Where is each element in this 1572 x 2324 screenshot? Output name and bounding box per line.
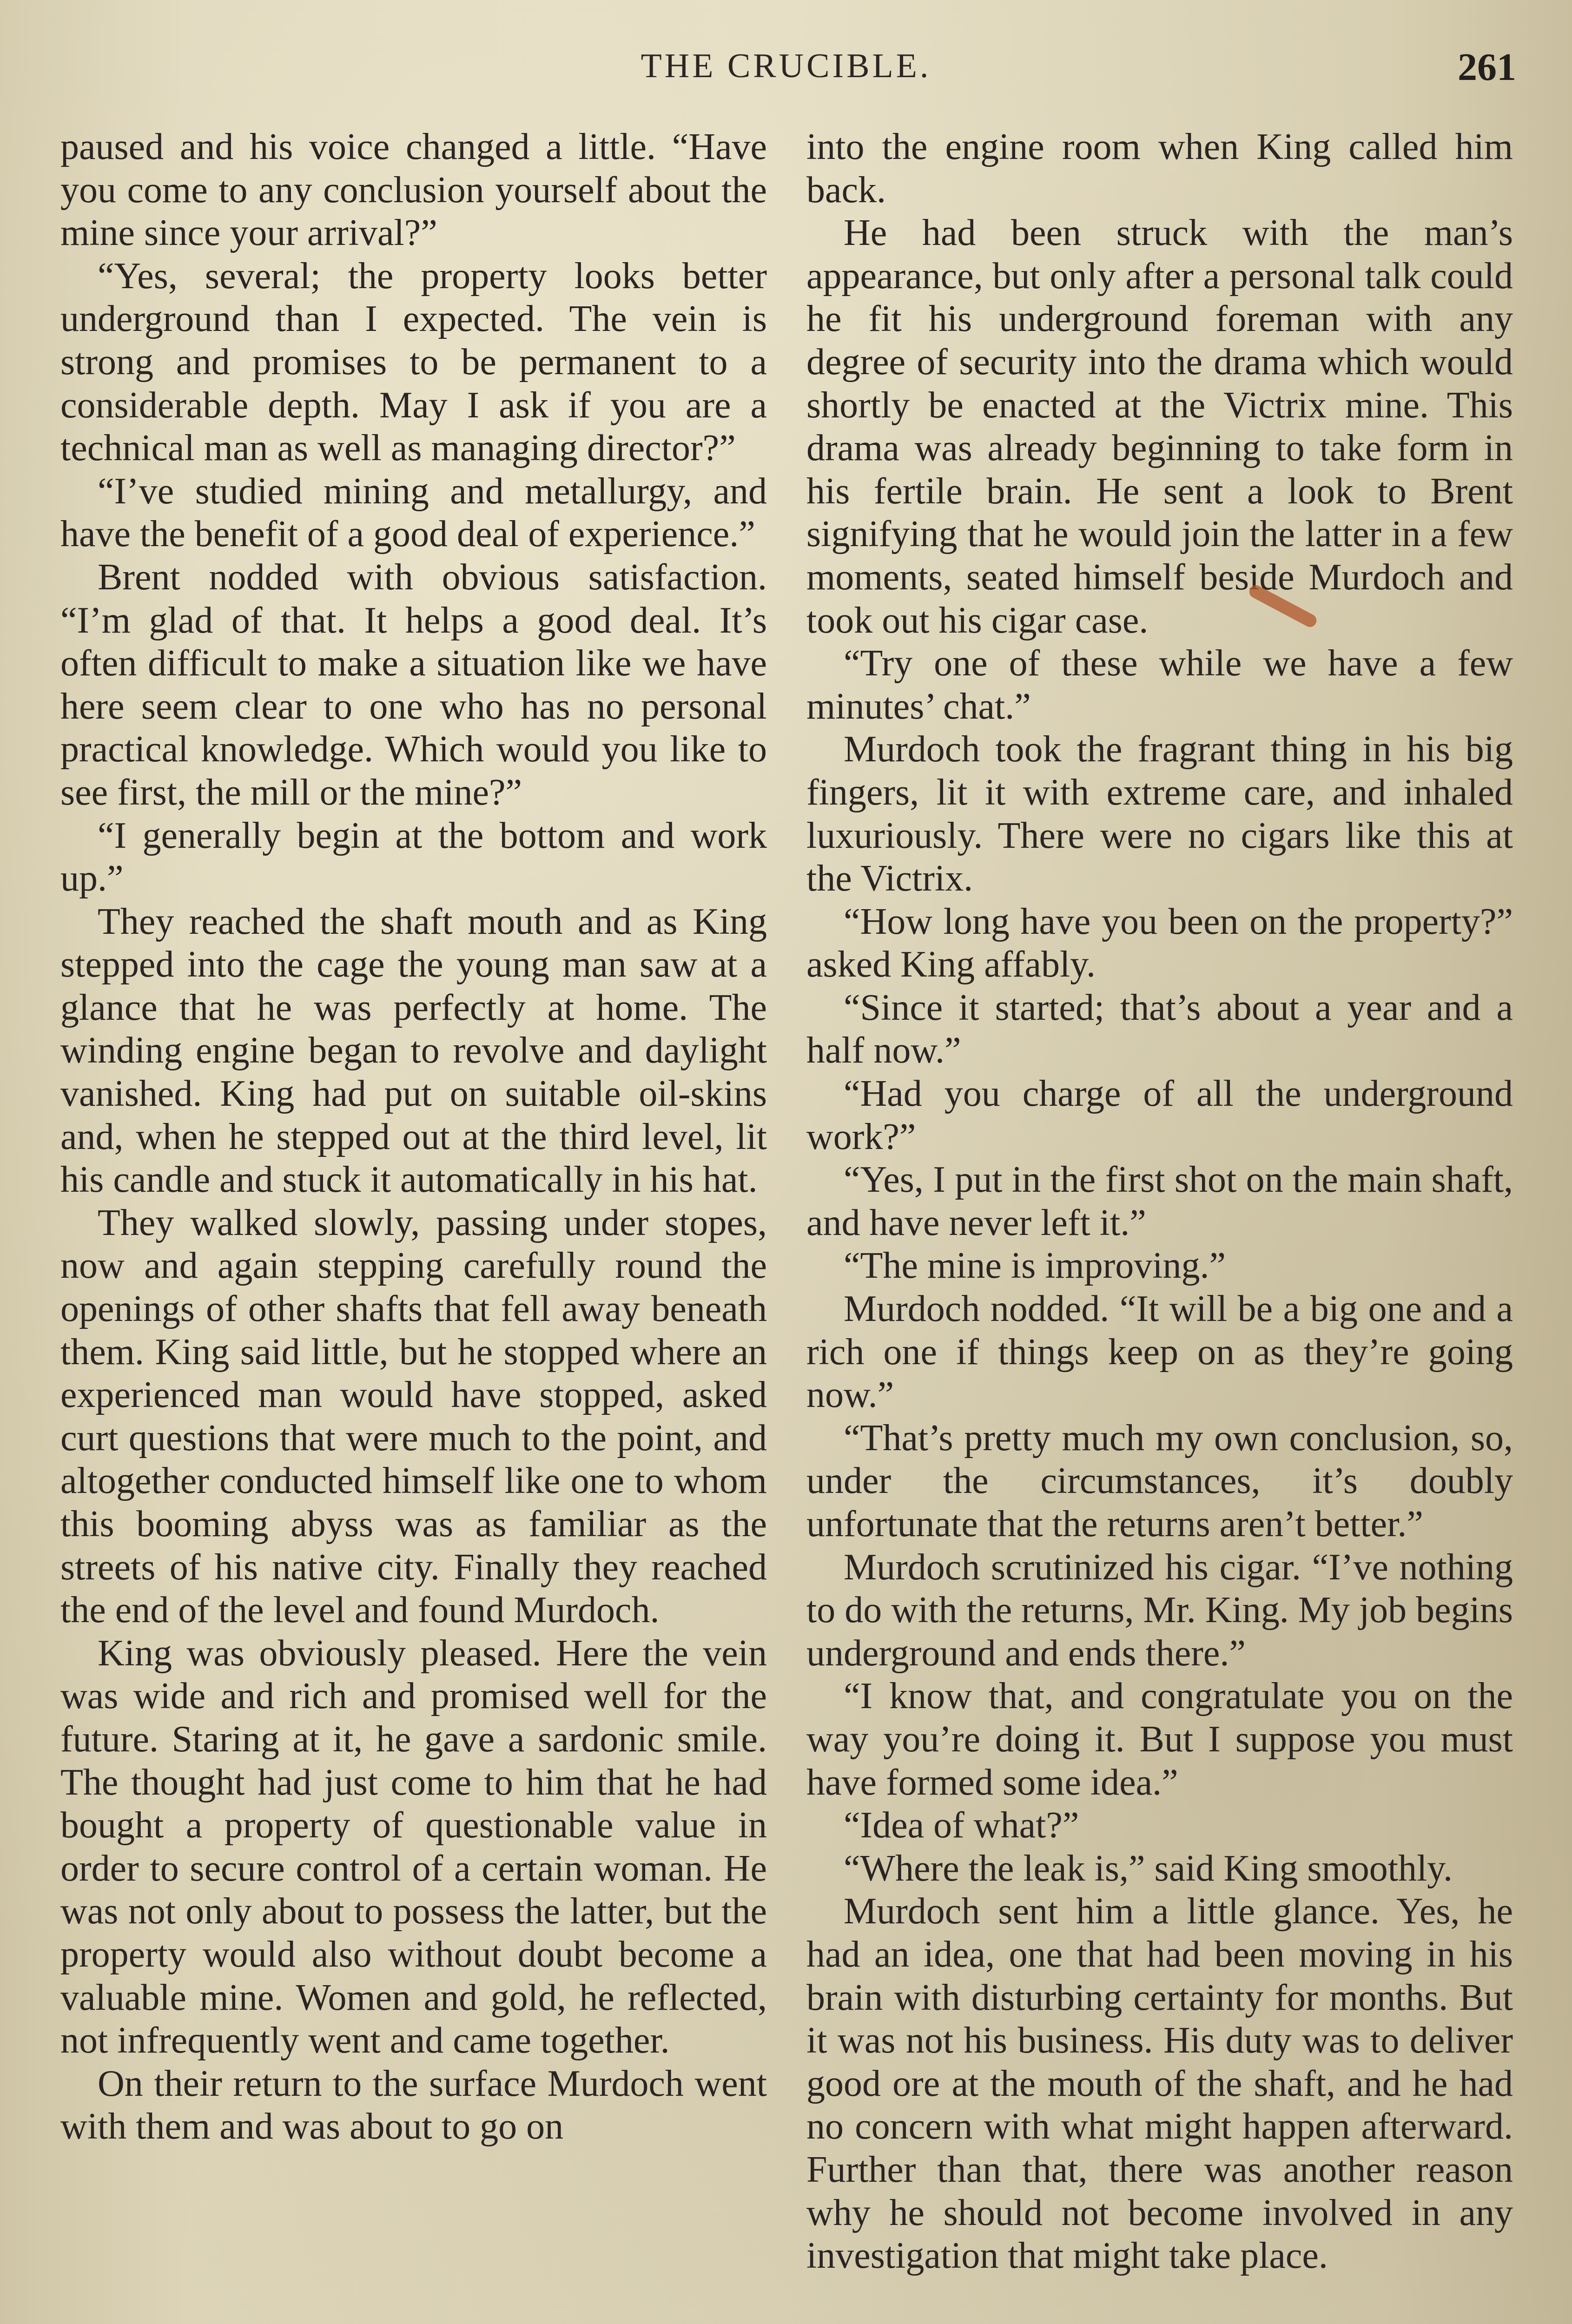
paragraph: paused and his voice changed a little. “Have you come to any conclusion yourself about the mine since your arrival?” [60,126,767,254]
paragraph: “Yes, several; the property looks better underground than I expected. The vein is strong and promises to be permanent to a considerable depth. May I ask if you are a technical man as well as managing director?” [60,255,767,469]
paragraph: They walked slowly, passing under stopes, now and again stepping carefully round the openings of other shafts that fell away beneath them. King said little, but he stopped where an experienced man would have stopped, asked curt questions that were much to the point, and altogether conducted himself like one to whom this booming abyss was as familiar as the streets of his native city. Finally they reached the end of the level and found Murdoch. [60,1202,767,1631]
paragraph: “I’ve studied mining and metallurgy, and have the benefit of a good deal of experience.” [60,470,767,555]
paragraph: “I generally begin at the bottom and work up.” [60,815,767,899]
paragraph: “Had you charge of all the underground work?” [806,1073,1513,1157]
paragraph: “Try one of these while we have a few minutes’ chat.” [806,643,1513,727]
paragraph: “Yes, I put in the first shot on the main shaft, and have never left it.” [806,1159,1513,1243]
paragraph: “Since it started; that’s about a year and a half now.” [806,987,1513,1071]
paragraph: “Where the leak is,” said King smoothly. [844,1848,1453,1889]
paragraph: Murdoch nodded. “It will be a big one and a rich one if things keep on as they’re going now.” [806,1288,1513,1416]
paragraph: On their return to the surface Murdoch went with them and was about to go on [60,2063,767,2147]
paragraph: “That’s pretty much my own conclusion, so, under the circumstances, it’s doubly unfortunate that the returns aren’t better.” [806,1417,1513,1545]
paragraph: He had been struck with the man’s appearance, but only after a personal talk could he fit his underground foreman with any degree of security into the drama which would shortly be enacted at the Victrix mine. This drama was already beginning to take form in his fertile brain. He sent a look to Brent signifying that he would join the latter in a few moments, seated himself beside Murdoch and took out his cigar case. [806,212,1513,641]
paragraph: “Idea of what?” [844,1805,1079,1846]
paragraph: Murdoch scrutinized his cigar. “I’ve nothing to do with the returns, Mr. King. My job begins underground and ends there.” [806,1546,1513,1674]
left-column [60,125,767,2148]
page-number: 261 [1458,46,1516,89]
right-column [806,125,1513,2278]
paragraph: King was obviously pleased. Here the vein was wide and rich and promised well for the future. Staring at it, he gave a sardonic smile. The thought had just come to him that he had bought a property of questionable value in order to secure control of a certain woman. He was not only about to possess the latter, but the property would also without doubt become a valuable mine. Women and gold, he reflected, not infrequently went and came together. [60,1632,767,2061]
paragraph: into the engine room when King called him back. [806,126,1513,211]
running-title: THE CRUCIBLE. [641,47,931,85]
paragraph: “The mine is improving.” [844,1245,1226,1287]
paragraph: Brent nodded with obvious satisfaction. “I’m glad of that. It helps a good deal. It’s often difficult to make a situation like we have here seem clear to one who has no personal practical knowledge. Which would you like to see first, the mill or the mine?” [60,556,767,813]
paragraph: Murdoch sent him a little glance. Yes, he had an idea, one that had been moving in his brain with disturbing certainty for months. But it was not his business. His duty was to deliver good ore at the mouth of the shaft, and he had no concern with what might happen afterward. Further than that, there was another reason why he should not become involved in any investigation that might take place. [806,1891,1513,2277]
paragraph: “I know that, and congratulate you on the way you’re doing it. But I suppose you must have formed some idea.” [806,1676,1513,1803]
paragraph: “How long have you been on the property?” asked King affably. [806,901,1513,985]
paragraph: Murdoch took the fragrant thing in his big fingers, lit it with extreme care, and inhaled luxuriously. There were no cigars like this at the Victrix. [806,729,1513,899]
paragraph: They reached the shaft mouth and as King stepped into the cage the young man saw at a glance that he was perfectly at home. The winding engine began to revolve and daylight vanished. King had put on suitable oil-skins and, when he stepped out at the third level, lit his candle and stuck it automatically in his hat. [60,901,767,1201]
